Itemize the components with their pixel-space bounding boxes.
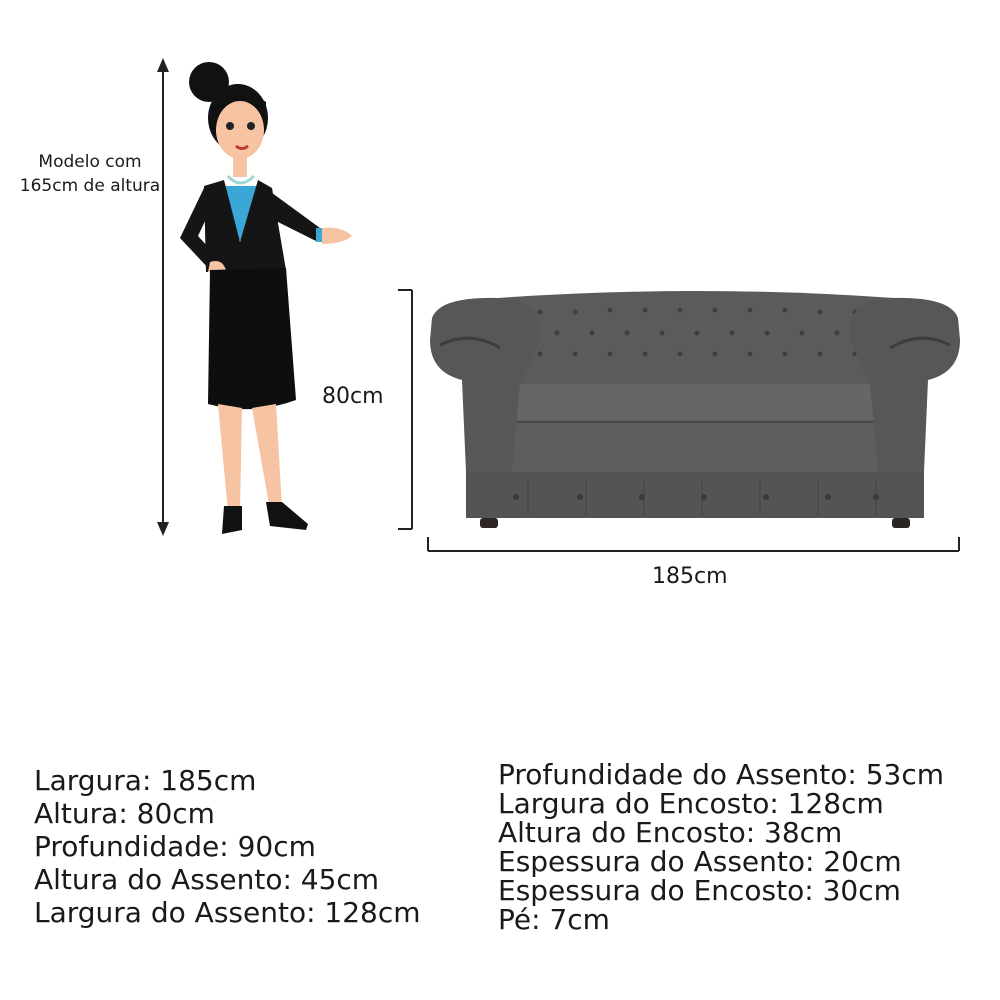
spec-espessura-encosto: Espessura do Encosto: 30cm: [498, 874, 901, 907]
spec-espessura-assento: Espessura do Assento: 20cm: [498, 845, 902, 878]
model-caption-line1: Modelo com: [38, 152, 142, 172]
spec-profundidade: Profundidade: 90cm: [34, 830, 316, 863]
sofa-width-label: 185cm: [652, 564, 728, 589]
spec-altura: Altura: 80cm: [34, 797, 215, 830]
spec-altura-assento: Altura do Assento: 45cm: [34, 863, 380, 896]
woman-model-figure: [180, 62, 352, 534]
spec-pe: Pé: 7cm: [498, 903, 610, 936]
specs-right-column: [498, 760, 944, 934]
model-height-arrow: [157, 58, 169, 536]
model-height-caption: [10, 150, 170, 198]
spec-largura: Largura: 185cm: [34, 764, 257, 797]
specs-left-column: [34, 764, 421, 929]
spec-largura-encosto: Largura do Encosto: 128cm: [498, 787, 884, 820]
sofa-height-label: 80cm: [322, 384, 384, 409]
spec-largura-assento: Largura do Assento: 128cm: [34, 896, 421, 929]
spec-profundidade-assento: Profundidade do Assento: 53cm: [498, 758, 945, 791]
spec-altura-encosto: Altura do Encosto: 38cm: [498, 816, 843, 849]
model-caption-line2: 165cm de altura: [19, 176, 161, 196]
chesterfield-sofa: [430, 291, 960, 528]
sofa-width-bracket: [428, 537, 959, 551]
sofa-height-bracket: [398, 290, 412, 529]
